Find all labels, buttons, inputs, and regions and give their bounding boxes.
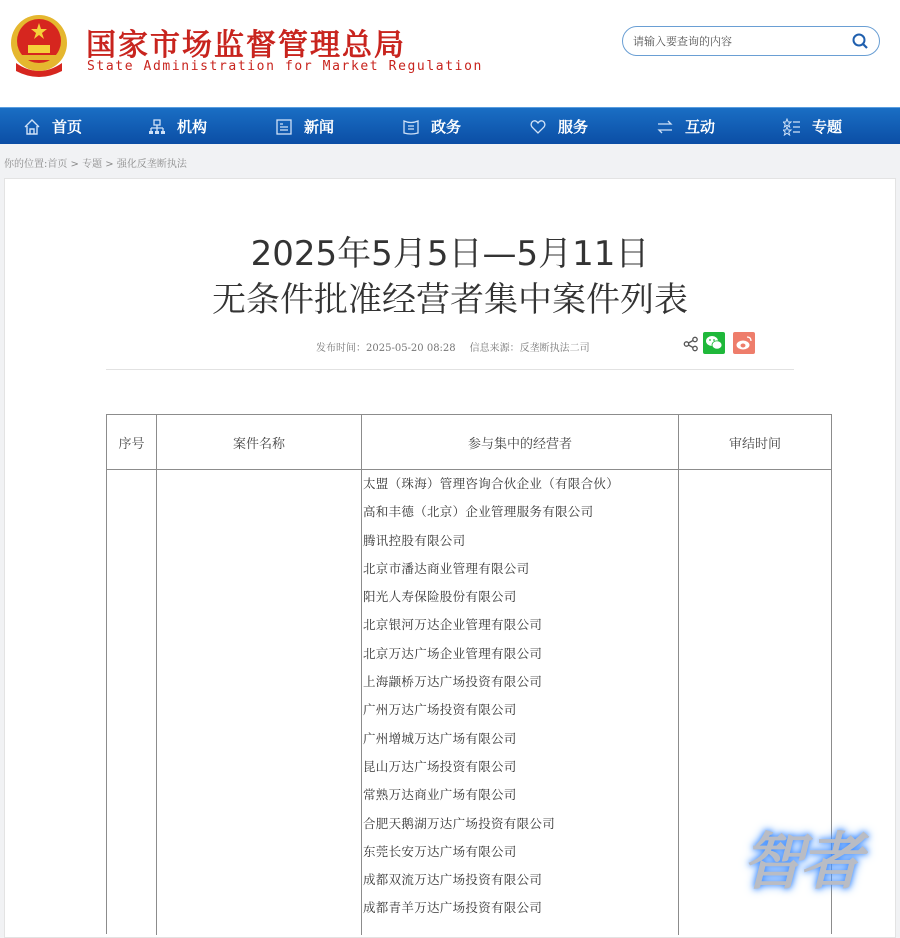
- nav-label: 专题: [812, 118, 843, 136]
- nav-label: 服务: [558, 118, 589, 136]
- watermark-logo: 智者: [742, 825, 859, 898]
- column-header-operators: 参与集中的经营者: [467, 436, 572, 452]
- operator-name: 太盟（珠海）管理咨询合伙企业（有限合伙）: [363, 476, 620, 491]
- search-icon[interactable]: [851, 32, 869, 50]
- source-label: 信息来源：: [469, 343, 520, 354]
- column-header-closing-date: 审结时间: [728, 436, 781, 452]
- publish-label: 发布时间：: [316, 343, 366, 354]
- nav-label: 新闻: [304, 118, 335, 136]
- operator-name: 北京市潘达商业管理有限公司: [363, 560, 530, 576]
- news-icon: [274, 117, 294, 137]
- share-icon[interactable]: [683, 336, 699, 352]
- nav-item-news[interactable]: [274, 108, 334, 145]
- breadcrumb-prefix: 你的位置:: [4, 159, 48, 170]
- operator-name: 广州万达广场投资有限公司: [363, 702, 517, 718]
- operator-name: 腾讯控股有限公司: [363, 532, 466, 548]
- breadcrumb-home[interactable]: 首页: [47, 159, 68, 170]
- nav-item-interaction[interactable]: [655, 108, 715, 145]
- title-divider: [106, 369, 794, 370]
- weibo-icon: [733, 332, 755, 354]
- source-value: 反垄断执法二司: [519, 343, 590, 354]
- operator-name: 常熟万达商业广场有限公司: [363, 787, 517, 803]
- nav-item-government[interactable]: [401, 108, 461, 145]
- operator-name: 广州增城万达广场有限公司: [363, 730, 517, 746]
- breadcrumb-separator: >: [67, 159, 83, 170]
- operator-name: 昆山万达广场投资有限公司: [363, 758, 517, 774]
- site-header: [0, 0, 900, 107]
- breadcrumb-topics[interactable]: 专题: [82, 159, 103, 170]
- nav-label: 机构: [177, 118, 208, 136]
- nav-item-home[interactable]: [22, 108, 82, 145]
- book-icon: [401, 117, 421, 137]
- operator-name: 高和丰德（北京）企业管理服务有限公司: [363, 504, 594, 520]
- nav-label: 互动: [685, 118, 716, 136]
- column-header-index: 序号: [118, 436, 145, 452]
- operator-name: 成都青羊万达广场投资有限公司: [363, 900, 543, 916]
- nav-label: 首页: [52, 118, 83, 136]
- breadcrumb-separator: >: [102, 159, 117, 170]
- article-title-line2: 无条件批准经营者集中案件列表: [212, 280, 688, 320]
- nav-label: 政务: [431, 118, 462, 136]
- operator-name: 北京万达广场企业管理有限公司: [363, 645, 543, 661]
- article-meta: [316, 339, 590, 354]
- nav-item-topics[interactable]: [782, 108, 842, 145]
- site-name-en: State Administration for Market Regulation: [87, 59, 483, 74]
- breadcrumb: [4, 155, 187, 170]
- operator-name: 东莞长安万达广场有限公司: [363, 843, 517, 859]
- search-input[interactable]: [633, 32, 843, 50]
- column-header-case-name: 案件名称: [232, 436, 285, 452]
- cases-table: [106, 414, 832, 934]
- exchange-arrows-icon: [655, 117, 675, 137]
- operator-name: 北京银河万达企业管理有限公司: [363, 617, 543, 633]
- home-icon: [22, 117, 42, 137]
- weibo-share-button[interactable]: [733, 332, 755, 354]
- operator-name: 上海颛桥万达广场投资有限公司: [363, 674, 543, 690]
- heart-icon: [528, 117, 548, 137]
- topic-list-icon: [782, 117, 802, 137]
- article-title-line1: 2025年5月5日—5月11日: [250, 234, 650, 274]
- search-box: [622, 26, 880, 56]
- operators-list: [363, 473, 619, 926]
- main-nav: [0, 107, 900, 144]
- operator-name: 合肥天鹅湖万达广场投资有限公司: [363, 815, 556, 831]
- operator-name: 阳光人寿保险股份有限公司: [363, 589, 517, 605]
- operator-name: 成都双流万达广场投资有限公司: [363, 872, 543, 888]
- wechat-share-button[interactable]: [703, 332, 725, 354]
- org-chart-icon: [147, 117, 167, 137]
- wechat-icon: [703, 332, 725, 354]
- breadcrumb-current[interactable]: 强化反垄断执法: [116, 159, 187, 170]
- nav-item-service[interactable]: [528, 108, 588, 145]
- publish-time: 2025-05-20 08:28: [366, 343, 456, 354]
- site-name-cn[interactable]: 国家市场监督管理总局: [86, 28, 406, 63]
- national-emblem-icon: [8, 13, 70, 79]
- nav-item-org[interactable]: [147, 108, 207, 145]
